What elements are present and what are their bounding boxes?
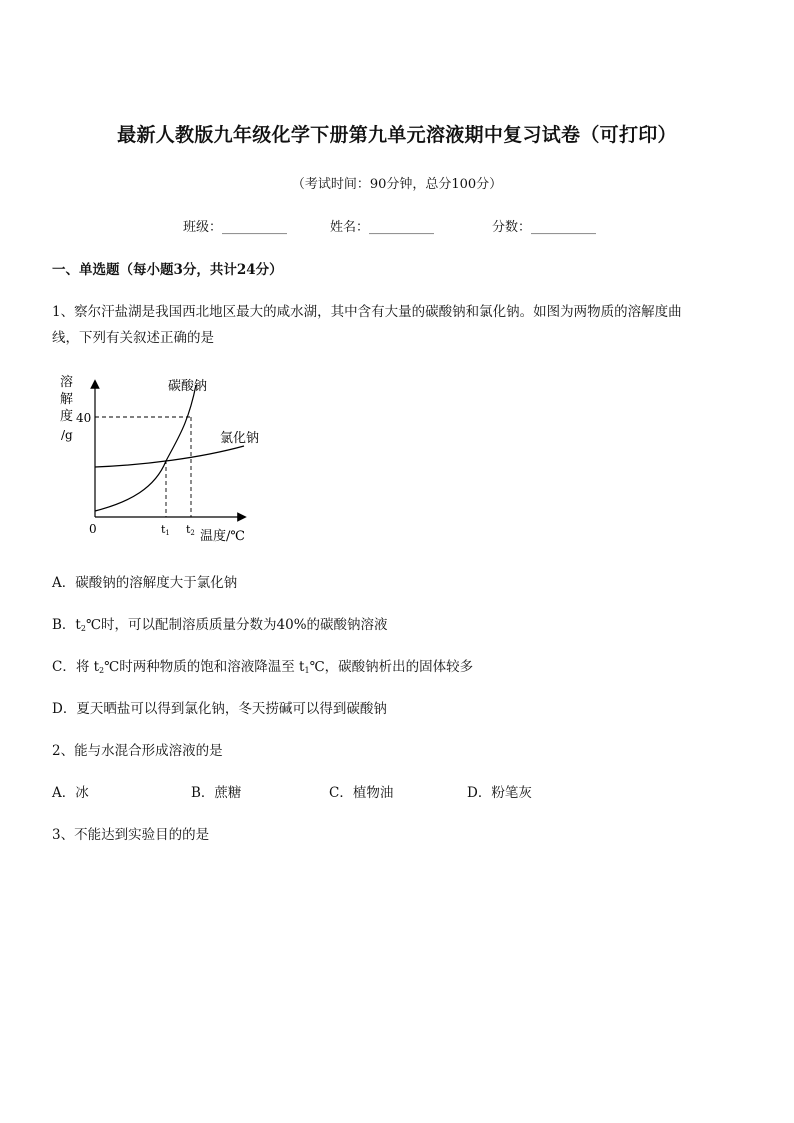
x-label: 温度/℃: [200, 529, 245, 544]
q2-option-c[interactable]: C．植物油: [329, 785, 394, 801]
exam-info: （考试时间：90分钟，总分100分）: [291, 177, 503, 192]
y-label-char1: 溶: [60, 375, 74, 390]
class-field: 班级：__________: [183, 220, 288, 235]
series-label-sodium-carbonate: 碳酸钠: [168, 379, 208, 394]
section-heading: 一、单选题（每小题3分，共计24分）: [52, 262, 283, 278]
q2-option-d[interactable]: D．粉笔灰: [467, 785, 532, 801]
score-field: 分数：__________: [492, 220, 597, 235]
series-label-sodium-chloride: 氯化钠: [220, 431, 260, 446]
name-field: 姓名：__________: [330, 220, 435, 235]
page-title: 最新人教版九年级化学下册第九单元溶液期中复习试卷（可打印）: [117, 124, 677, 146]
y-label-char4: /g: [61, 428, 73, 442]
q3-stem: 3、不能达到实验目的的是: [52, 827, 210, 843]
x-tick-t1: t1: [161, 523, 170, 537]
x-tick-t2: t2: [186, 523, 195, 537]
y-label-char2: 解: [60, 392, 74, 407]
solubility-chart: [50, 370, 280, 550]
q1-stem-line2: 线，下列有关叙述正确的是: [52, 330, 214, 346]
y-tick-40: 40: [76, 411, 92, 425]
q2-option-a[interactable]: A．冰: [52, 785, 89, 801]
q2-stem: 2、能与水混合形成溶液的是: [52, 743, 223, 759]
series-sodium-chloride-curve: [95, 446, 244, 467]
q1-option-a[interactable]: A．碳酸钠的溶解度大于氯化钠: [52, 575, 238, 591]
origin-label: 0: [89, 522, 97, 536]
q1-option-c[interactable]: C．将 $t_2℃$时两种物质的饱和溶液降温至 $t_1℃$，碳酸钠析出的固体较多: [52, 659, 474, 675]
series-sodium-carbonate-curve: [95, 385, 196, 511]
y-label-char3: 度: [60, 409, 74, 424]
q2-option-b[interactable]: B．蔗糖: [191, 785, 242, 801]
q1-option-b[interactable]: B．$t_2℃$时，可以配制溶质质量分数为40%的碳酸钠溶液: [52, 617, 388, 633]
q1-option-d[interactable]: D．夏天晒盐可以得到氯化钠，冬天捞碱可以得到碳酸钠: [52, 701, 387, 717]
q1-stem-line1: 1、察尔汗盐湖是我国西北地区最大的咸水湖，其中含有大量的碳酸钠和氯化钠。如图为两物质的溶解度曲: [52, 304, 682, 320]
